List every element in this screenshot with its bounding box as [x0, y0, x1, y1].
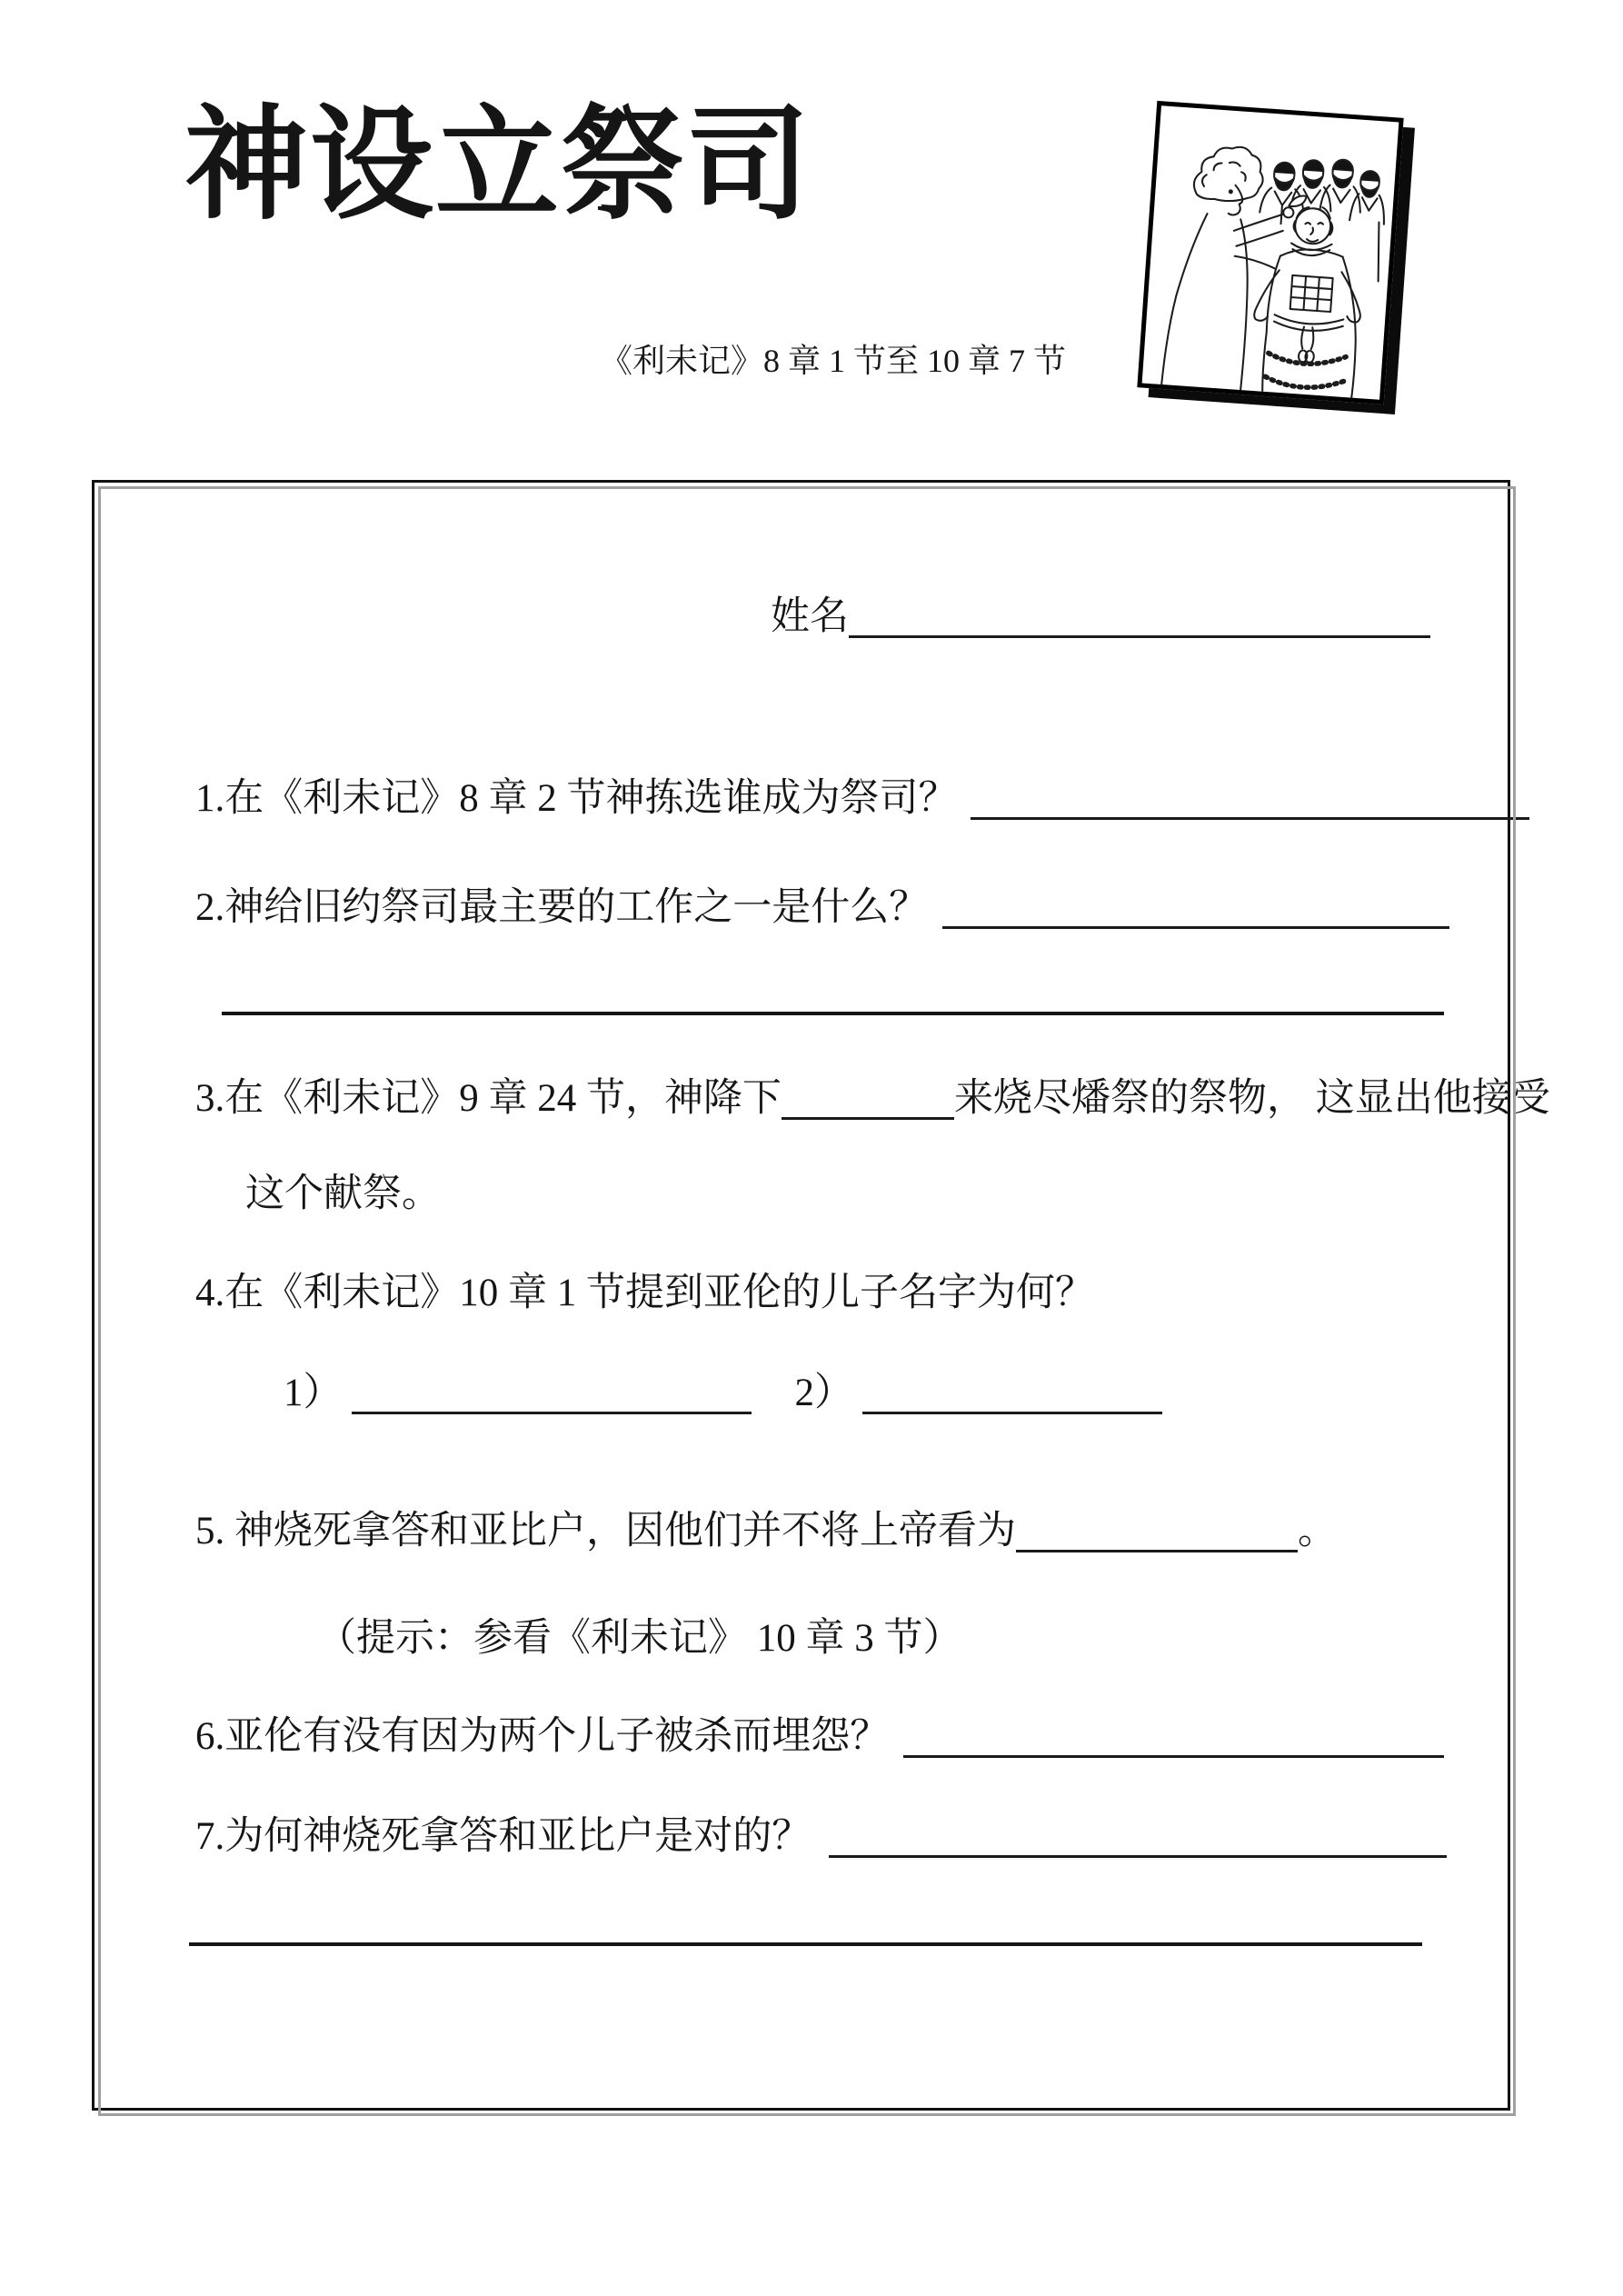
question-4-option1-blank	[352, 1375, 752, 1414]
question-4-option1-label: 1）	[284, 1372, 343, 1414]
question-5-blank	[1016, 1513, 1298, 1552]
moses-figure	[1161, 143, 1309, 394]
question-3-text-pre: 3.在《利未记》9 章 24 节，神降下	[195, 1077, 782, 1120]
question-4-option2-label: 2）	[794, 1372, 853, 1414]
question-3-text-post: 来烧尽燔祭的祭物， 这显出他接受	[954, 1077, 1550, 1120]
question-5-text-post: 。	[1298, 1510, 1337, 1552]
question-5-text-pre: 5. 神烧死拿答和亚比户，因他们并不将上帝看为	[195, 1510, 1016, 1552]
question-6-text: 6.亚伦有没有因为两个儿子被杀而埋怨？	[195, 1715, 890, 1758]
question-7-continuation-line	[189, 1942, 1422, 1946]
question-4-option2-blank	[862, 1375, 1162, 1414]
question-5-hint-text: （提示：参看《利未记》 10 章 3 节）	[317, 1617, 962, 1660]
illustration-card	[1137, 101, 1403, 404]
question-7-text: 7.为何神烧死拿答和亚比户是对的？	[195, 1815, 812, 1858]
question-4-options	[284, 1370, 1162, 1417]
question-7-blank	[829, 1819, 1447, 1858]
question-2-continuation-line	[222, 1012, 1444, 1015]
name-label: 姓名	[771, 595, 849, 638]
question-5-hint	[317, 1615, 962, 1662]
question-4-text: 4.在《利未记》10 章 1 节提到亚伦的儿子名字为何？	[195, 1272, 1094, 1314]
question-3-blank	[782, 1081, 954, 1120]
question-3-continuation	[245, 1171, 441, 1218]
name-blank	[849, 599, 1430, 638]
question-1-blank	[971, 781, 1529, 820]
question-6-blank	[903, 1719, 1444, 1758]
question-6	[195, 1713, 1444, 1761]
question-3	[195, 1075, 1550, 1123]
question-2-text: 2.神给旧约祭司最主要的工作之一是什么？	[195, 886, 929, 929]
moses-anointing-aaron-illustration	[1142, 105, 1399, 400]
question-1	[195, 775, 1529, 823]
question-7	[195, 1813, 1447, 1861]
name-row	[771, 594, 1430, 641]
aaron-figure	[1249, 203, 1368, 397]
question-2-blank	[942, 890, 1449, 929]
question-3-continuation-text: 这个献祭。	[245, 1173, 441, 1215]
worksheet-box	[92, 480, 1550, 2111]
question-5	[195, 1508, 1337, 1555]
page-title: 神设立祭司	[184, 92, 812, 237]
scripture-reference: 《利未记》8 章 1 节至 10 章 7 节	[600, 343, 1067, 379]
question-1-text: 1.在《利未记》8 章 2 节神拣选谁成为祭司？	[195, 777, 958, 820]
question-4	[195, 1270, 1094, 1317]
question-2	[195, 884, 1449, 932]
